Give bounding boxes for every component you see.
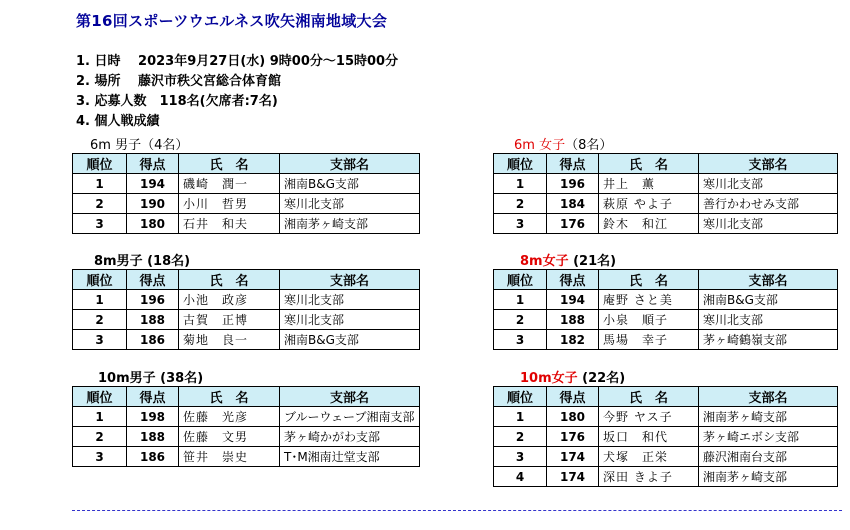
- rank-header: 順位: [73, 387, 127, 407]
- name-header: 氏 名: [599, 387, 699, 407]
- score-cell: 186: [127, 447, 179, 467]
- branch-cell: 寒川北支部: [699, 174, 838, 194]
- score-header: 得点: [547, 154, 599, 174]
- name-header: 氏 名: [179, 154, 280, 174]
- score-header: 得点: [547, 387, 599, 407]
- table-row: [494, 214, 838, 234]
- caption-tail: (21名): [568, 254, 617, 269]
- score-cell: 174: [547, 447, 599, 467]
- score-cell: 180: [547, 407, 599, 427]
- name-cell: 今野 ヤス子: [599, 407, 699, 427]
- results-table-6m-men: [72, 153, 420, 234]
- info-place: 2. 場所 藤沢市秩父宮総合体育館: [76, 74, 282, 89]
- rank-cell: 1: [494, 407, 547, 427]
- rank-cell: 1: [73, 174, 127, 194]
- name-cell: 小川 哲男: [179, 194, 280, 214]
- table-row: [73, 174, 420, 194]
- branch-header: 支部名: [280, 387, 420, 407]
- branch-cell: 茅ヶ崎エボシ支部: [699, 427, 838, 447]
- bottom-divider: [72, 510, 842, 511]
- rank-cell: 2: [73, 310, 127, 330]
- info-participants: 3. 応募人数 118名(欠席者:7名): [76, 94, 278, 109]
- branch-cell: 湘南B&G支部: [280, 174, 420, 194]
- table-row: [494, 310, 838, 330]
- score-cell: 188: [547, 310, 599, 330]
- score-header: 得点: [127, 387, 179, 407]
- branch-cell: 湘南茅ヶ崎支部: [699, 407, 838, 427]
- caption-tail: (22名): [577, 371, 626, 386]
- name-cell: 鈴木 和江: [599, 214, 699, 234]
- name-cell: 菊地 良一: [179, 330, 280, 350]
- branch-cell: 寒川北支部: [280, 290, 420, 310]
- score-header: 得点: [547, 270, 599, 290]
- score-cell: 190: [127, 194, 179, 214]
- rank-cell: 1: [494, 290, 547, 310]
- caption-tail: （8名）: [565, 138, 613, 153]
- table-row: [494, 427, 838, 447]
- rank-cell: 1: [73, 407, 127, 427]
- branch-cell: 寒川北支部: [699, 310, 838, 330]
- rank-cell: 3: [73, 447, 127, 467]
- branch-cell: ブルーウェーブ湘南支部: [280, 407, 420, 427]
- name-cell: 古賀 正博: [179, 310, 280, 330]
- table-row: [494, 447, 838, 467]
- branch-cell: 湘南茅ヶ崎支部: [699, 467, 838, 487]
- caption-red: 10m女子: [520, 371, 578, 386]
- caption-8m-men: [94, 250, 190, 269]
- score-cell: 176: [547, 427, 599, 447]
- name-cell: 小池 政彦: [179, 290, 280, 310]
- caption-main: 10m男子 (38名): [98, 371, 204, 386]
- results-table-6m-women: [493, 153, 838, 234]
- branch-header: 支部名: [280, 270, 420, 290]
- score-cell: 176: [547, 214, 599, 234]
- info-results-heading: 4. 個人戦成績: [76, 114, 160, 129]
- rank-header: 順位: [494, 270, 547, 290]
- rank-cell: 2: [73, 427, 127, 447]
- info-date: 1. 日時 2023年9月27日(水) 9時00分～15時00分: [76, 54, 399, 69]
- score-cell: 182: [547, 330, 599, 350]
- score-cell: 188: [127, 310, 179, 330]
- caption-10m-men: [98, 367, 203, 386]
- name-cell: 笹井 崇史: [179, 447, 280, 467]
- rank-cell: 1: [73, 290, 127, 310]
- score-cell: 180: [127, 214, 179, 234]
- name-cell: 井上 薫: [599, 174, 699, 194]
- score-cell: 186: [127, 330, 179, 350]
- branch-cell: 寒川北支部: [280, 310, 420, 330]
- caption-main: 6m 男子（4名）: [90, 138, 189, 153]
- caption-red: 6m 女子: [514, 138, 566, 153]
- name-cell: 犬塚 正栄: [599, 447, 699, 467]
- branch-header: 支部名: [280, 154, 420, 174]
- branch-cell: 藤沢湘南台支部: [699, 447, 838, 467]
- table-header-row: [494, 154, 838, 174]
- name-cell: 小泉 順子: [599, 310, 699, 330]
- table-row: [494, 194, 838, 214]
- name-cell: 馬場 幸子: [599, 330, 699, 350]
- rank-header: 順位: [494, 154, 547, 174]
- rank-cell: 2: [494, 427, 547, 447]
- table-header-row: [73, 270, 420, 290]
- name-header: 氏 名: [179, 387, 280, 407]
- page-title: 第16回スポーツウエルネス吹矢湘南地域大会: [76, 12, 388, 30]
- name-cell: 庵野 さと美: [599, 290, 699, 310]
- table-row: [494, 467, 838, 487]
- rank-header: 順位: [494, 387, 547, 407]
- table-row: [73, 330, 420, 350]
- rank-cell: 2: [494, 310, 547, 330]
- table-row: [73, 407, 420, 427]
- score-cell: 174: [547, 467, 599, 487]
- caption-6m-men: [90, 134, 188, 153]
- rank-header: 順位: [73, 154, 127, 174]
- rank-cell: 3: [73, 214, 127, 234]
- branch-cell: 寒川北支部: [699, 214, 838, 234]
- score-cell: 196: [127, 290, 179, 310]
- name-cell: 佐藤 文男: [179, 427, 280, 447]
- branch-cell: T･M湘南辻堂支部: [280, 447, 420, 467]
- branch-cell: 善行かわせみ支部: [699, 194, 838, 214]
- score-cell: 184: [547, 194, 599, 214]
- score-header: 得点: [127, 154, 179, 174]
- rank-cell: 2: [494, 194, 547, 214]
- table-row: [73, 427, 420, 447]
- caption-main: 8m男子 (18名): [94, 254, 191, 269]
- table-row: [73, 447, 420, 467]
- rank-header: 順位: [73, 270, 127, 290]
- table-row: [73, 194, 420, 214]
- rank-cell: 3: [73, 330, 127, 350]
- caption-6m-women: [514, 134, 612, 153]
- score-header: 得点: [127, 270, 179, 290]
- name-header: 氏 名: [599, 154, 699, 174]
- table-header-row: [73, 154, 420, 174]
- rank-cell: 1: [494, 174, 547, 194]
- branch-cell: 湘南B&G支部: [280, 330, 420, 350]
- score-cell: 196: [547, 174, 599, 194]
- table-row: [494, 407, 838, 427]
- branch-cell: 寒川北支部: [280, 194, 420, 214]
- table-row: [494, 330, 838, 350]
- table-header-row: [73, 387, 420, 407]
- table-header-row: [494, 270, 838, 290]
- name-header: 氏 名: [179, 270, 280, 290]
- caption-8m-women: [520, 250, 616, 269]
- score-cell: 188: [127, 427, 179, 447]
- table-row: [73, 290, 420, 310]
- name-cell: 萩原 やよ子: [599, 194, 699, 214]
- name-cell: 石井 和夫: [179, 214, 280, 234]
- branch-cell: 茅ヶ崎かがわ支部: [280, 427, 420, 447]
- rank-cell: 3: [494, 447, 547, 467]
- branch-header: 支部名: [699, 270, 838, 290]
- score-cell: 194: [547, 290, 599, 310]
- caption-10m-women: [520, 367, 625, 386]
- branch-cell: 湘南茅ヶ崎支部: [280, 214, 420, 234]
- name-cell: 佐藤 光彦: [179, 407, 280, 427]
- caption-red: 8m女子: [520, 254, 569, 269]
- branch-cell: 茅ヶ崎鶴嶺支部: [699, 330, 838, 350]
- branch-header: 支部名: [699, 154, 838, 174]
- table-row: [494, 290, 838, 310]
- branch-header: 支部名: [699, 387, 838, 407]
- rank-cell: 2: [73, 194, 127, 214]
- name-cell: 深田 きよ子: [599, 467, 699, 487]
- rank-cell: 4: [494, 467, 547, 487]
- results-table-10m-men: [72, 386, 420, 467]
- table-row: [494, 174, 838, 194]
- score-cell: 198: [127, 407, 179, 427]
- table-row: [73, 310, 420, 330]
- table-header-row: [494, 387, 838, 407]
- results-table-10m-women: [493, 386, 838, 487]
- rank-cell: 3: [494, 214, 547, 234]
- results-table-8m-men: [72, 269, 420, 350]
- table-row: [73, 214, 420, 234]
- results-table-8m-women: [493, 269, 838, 350]
- rank-cell: 3: [494, 330, 547, 350]
- name-header: 氏 名: [599, 270, 699, 290]
- score-cell: 194: [127, 174, 179, 194]
- branch-cell: 湘南B&G支部: [699, 290, 838, 310]
- name-cell: 坂口 和代: [599, 427, 699, 447]
- name-cell: 磯崎 潤一: [179, 174, 280, 194]
